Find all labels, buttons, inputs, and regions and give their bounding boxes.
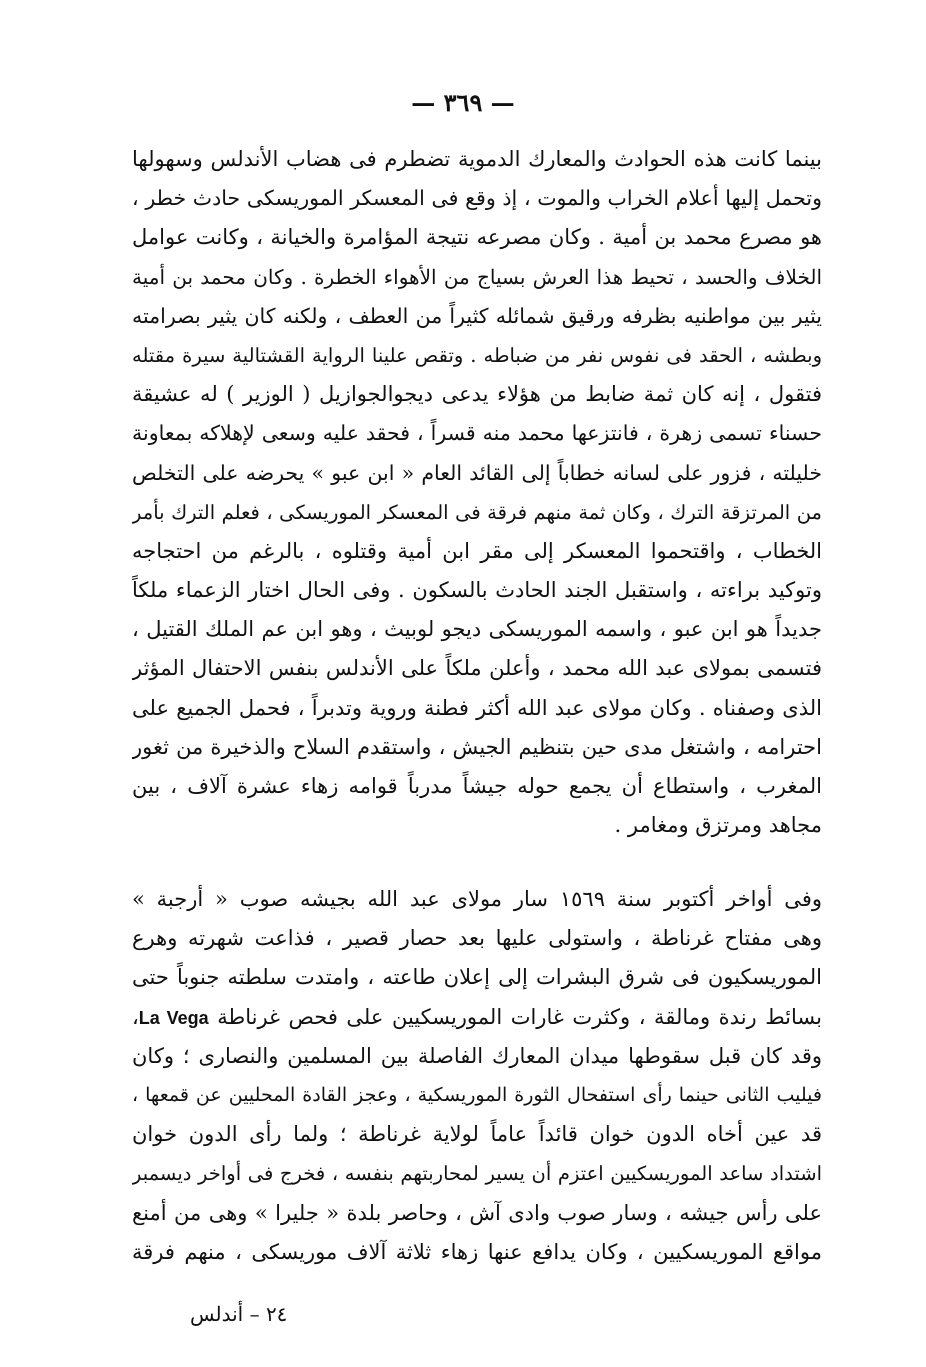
text-line: الذى وصفناه . وكان مولاى عبد الله أكثر فطنة وروية وتدبراً ، فحمل الجميع على xyxy=(132,695,822,720)
text-line: الموريسكيون فى شرق البشرات إلى إعلان طاعته ، وامتدت سلطته جنوباً حتى xyxy=(132,965,822,990)
signature-mark: ٢٤ – أندلس xyxy=(190,1302,288,1326)
text-line: من المرتزقة الترك ، وكان ثمة منهم فرقة فى المعسكر الموريسكى ، فعلم الترك بأمر xyxy=(132,500,822,524)
text-line: احترامه ، واشتغل مدى حين بتنظيم الجيش ، واستقدم السلاح والذخيرة من ثغور xyxy=(132,734,822,759)
text-line: وقد كان قبل سقوطها ميدان المعارك الفاصلة بين المسلمين والنصارى ؛ وكان xyxy=(132,1043,822,1068)
latin-term: La Vega xyxy=(138,1007,209,1028)
text-line: مواقع الموريسكيين ، وكان يدافع عنها زهاء ثلاثة آلاف موريسكى ، منهم فرقة xyxy=(132,1239,822,1264)
text-line: الخلاف والحسد ، تحيط هذا العرش بسياج من الأهواء الخطرة . وكان محمد بن أمية xyxy=(132,264,822,289)
text-line: وهى مفتاح غرناطة ، واستولى عليها بعد حصار قصير ، فذاعت شهرته وهرع xyxy=(132,926,822,951)
text-line: وتوكيد براءته ، واستقبل الجند الحادث بالسكون . وفى الحال اختار الزعماء ملكاً xyxy=(132,578,822,603)
text-line: خليلته ، فزور على لسانه خطاباً إلى القائد العام « ابن عبو » يحرضه على التخلص xyxy=(132,460,822,485)
text-line: على رأس جيشه ، وسار صوب وادى آش ، وحاصر بلدة « جليرا » وهى من أمنع xyxy=(132,1200,822,1225)
text-line: وفى أواخر أكتوبر سنة ١٥٦٩ سار مولاى عبد الله بجيشه صوب « أرجبة » xyxy=(132,887,822,911)
text-line: الخطاب ، واقتحموا المعسكر إلى مقر ابن أمية وقتلوه ، بالرغم من احتجاجه xyxy=(132,538,822,563)
page-number: — ٣٦٩ — xyxy=(411,88,515,117)
text-line: فتسمى بمولاى عبد الله محمد ، وأعلن ملكاً على الأندلس بنفس الاحتفال المؤثر xyxy=(132,656,822,681)
text-line: هو مصرع محمد بن أمية . وكان مصرعه نتيجة المؤامرة والخيانة ، وكانت عوامل xyxy=(132,225,822,250)
text-line-with-latin xyxy=(132,998,822,1037)
text-line: جديداً هو ابن عبو ، واسمه الموريسكى ديجو لوبيث ، وهو ابن عم الملك القتيل ، xyxy=(132,617,822,642)
text-line: اشتداد ساعد الموريسكيين اعتزم أن يسير لمحاربتهم بنفسه ، فخرج فى أواخر ديسمبر xyxy=(132,1162,822,1186)
paragraph-2 xyxy=(132,880,822,1272)
text-line: المغرب ، واستطاع أن يجمع حوله جيشاً مدرباً قوامه زهاء عشرة آلاف ، بين xyxy=(132,774,822,798)
text-line: وتحمل إليها أعلام الخراب والموت ، إذ وقع فى المعسكر الموريسكى حادث خطر ، xyxy=(132,186,822,211)
text-line: يثير بين مواطنيه بظرفه ورقيق شمائله كثيراً من العطف ، ولكنه كان يثير بصرامته xyxy=(132,303,822,328)
text-line: فتقول ، إنه كان ثمة ضابط من هؤلاء يدعى ديجوالجوازيل ( الوزير ) له عشيقة xyxy=(132,382,822,407)
text-segment: ، xyxy=(132,1004,139,1029)
text-line: بينما كانت هذه الحوادث والمعارك الدموية تضطرم فى هضاب الأندلس وسهولها xyxy=(132,147,822,171)
paragraph-1 xyxy=(132,140,822,845)
text-line: قد عين أخاه الدون خوان قائداً عاماً لولاية غرناطة ؛ ولما رأى الدون خوان xyxy=(132,1122,822,1147)
text-segment: بسائط رندة ومالقة ، وكثرت غارات الموريسكيين على فحص غرناطة xyxy=(208,1004,822,1029)
text-line: حسناء تسمى زهرة ، فانتزعها محمد منه قسراً ، فحقد عليه وسعى لإهلاكه بمعاونة xyxy=(132,421,822,446)
text-line: فيليب الثانى حينما رأى استفحال الثورة الموريسكية ، وعجز القادة المحليين عن قمعها ، xyxy=(132,1083,822,1106)
text-line: مجاهد ومرتزق ومغامر . xyxy=(614,813,822,838)
text-line: وبطشه ، الحقد فى نفوس نفر من ضباطه . وتقص علينا الرواية القشتالية سيرة مقتله xyxy=(132,343,822,367)
